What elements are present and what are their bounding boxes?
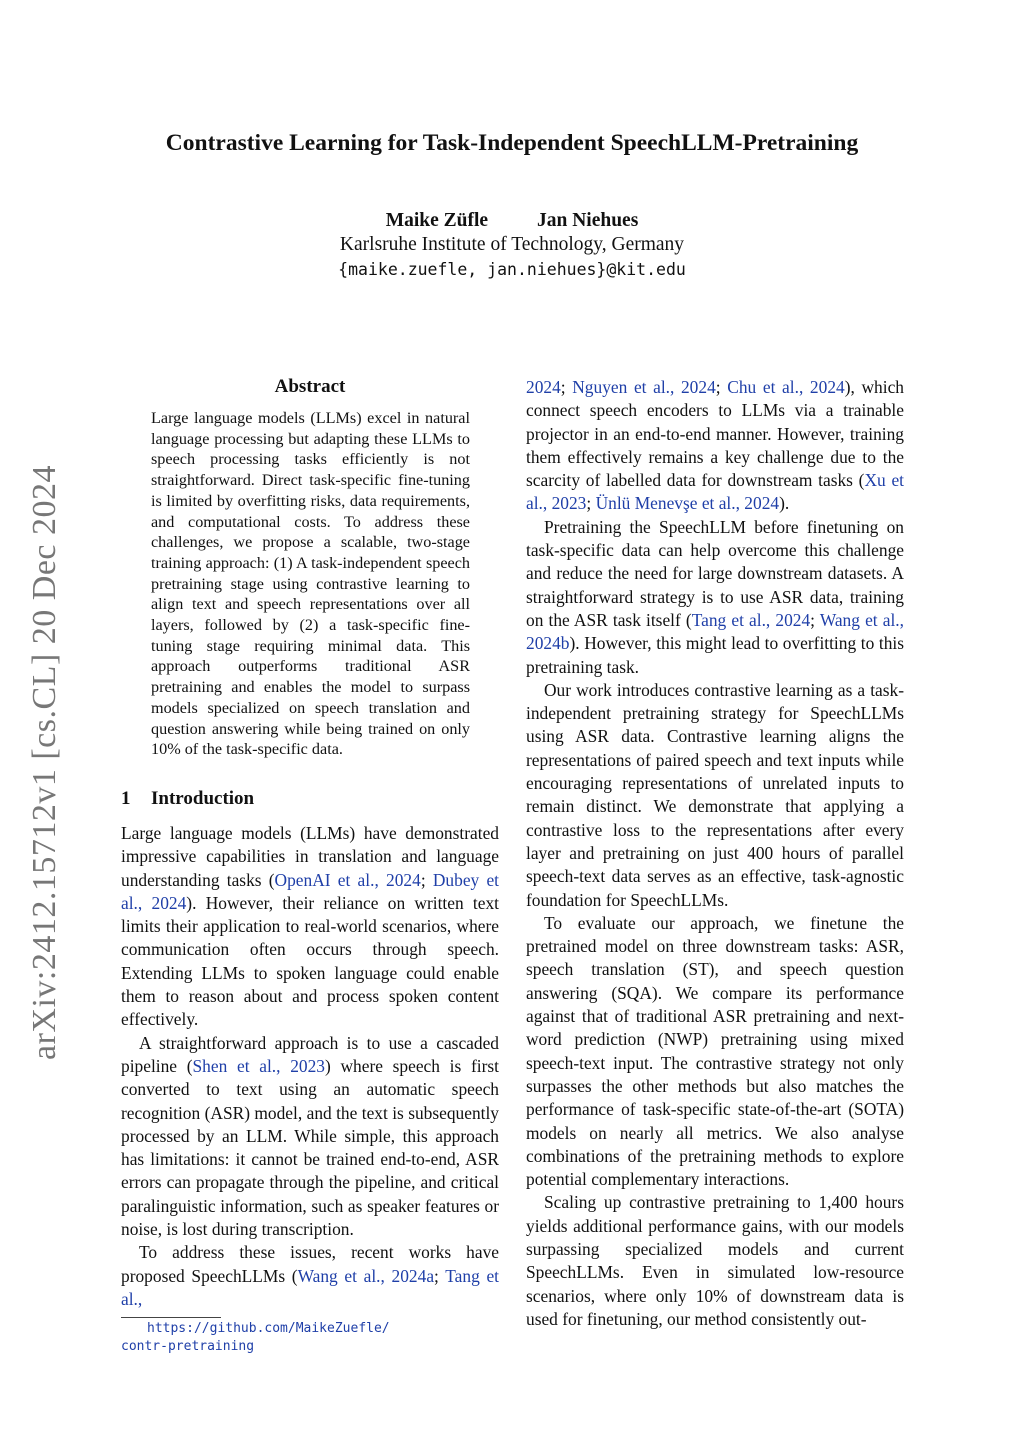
citation-link[interactable]: Wang et al., 2024a xyxy=(297,1265,435,1286)
citation-link[interactable]: Nguyen et al., 2024 xyxy=(572,377,716,397)
section-heading-introduction xyxy=(121,788,499,810)
author-names xyxy=(0,210,1024,232)
abstract-text: Large language models (LLMs) excel in natural language processing but adapting these LLMs to speech processing tasks efficiently is not straightforward. Direct task-specific fine-tuning is limited by overfitting risks, data requirements, and computational costs. To address these challenges, we propose a scalable, two-stage training approach: (1) A task-independent speech pretraining stage using contrastive learning to align text and speech representations over all layers, followed by (2) a task-specific fine-tuning stage requiring minimal data. This approach outperforms traditional ASR pretraining and enables the model to surpass models specialized on speech translation and question answering while being trained on only 10% of the task-specific data. xyxy=(151,409,470,759)
author-1: Maike Züfle xyxy=(385,210,489,231)
citation-link[interactable]: OpenAI et al., 2024 xyxy=(274,869,421,890)
arxiv-side-label: arXiv:2412.15712v1 [cs.CL] 20 Dec 2024 xyxy=(26,464,63,1060)
citation-link[interactable]: Chu et al., 2024 xyxy=(727,377,845,397)
intro-paragraph-6: To evaluate our approach, we finetune the pretrained model on three downstream tasks: ASR, speech translation (ST), and speech question answering (SQA). We compare its performance against that of traditional ASR pretraining and next-word prediction (NWP) pretraining using mixed speech-text input. The contrastive strategy not only surpasses the other methods but also matches the performance of task-specific state-of-the-art (SOTA) models on nearly all metrics. We also analyse combinations of the pretraining methods to explore potential complementary interactions. xyxy=(526,912,904,1190)
footnote-divider xyxy=(121,1317,221,1318)
citation-link[interactable]: Shen et al., 2023 xyxy=(192,1055,325,1076)
citation-link[interactable]: Tang et al., 2024 xyxy=(691,609,811,630)
intro-paragraph-3: To address these issues, recent works have proposed SpeechLLMs (Wang et al., 2024a; Tang et al., xyxy=(121,1242,499,1309)
section-title: Introduction xyxy=(151,787,255,809)
abstract-heading: Abstract xyxy=(274,376,346,397)
intro-paragraph-3-continued: 2024; Nguyen et al., 2024; Chu et al., 2024), which connect speech encoders to LLMs via a trainable projector in an end-to-end manner. However, training them effectively remains a key challenge due to the scarcity of labelled data for downstream tasks (Xu et al., 2023; Ünlü Menevşe et al., 2024). xyxy=(526,377,904,514)
author-emails: {maike.zuefle, jan.niehues}@kit.edu xyxy=(338,260,686,279)
footnote-url[interactable]: https://github.com/MaikeZuefle/ contr-pretraining xyxy=(121,1321,390,1355)
paper-title: Contrastive Learning for Task-Independent SpeechLLM-Pretraining xyxy=(165,130,859,156)
citation-link[interactable]: Xu et al., 2023 xyxy=(526,470,904,514)
affiliation: Karlsruhe Institute of Technology, Germany xyxy=(339,234,685,255)
intro-paragraph-2: A straightforward approach is to use a cascaded pipeline (Shen et al., 2023) where speech is first converted to text using an automatic speech recognition (ASR) model, and the text is subsequently processed by an LLM. While simple, this approach has limitations: it cannot be trained end-to-end, ASR errors can propagate through the pipeline, and critical paralinguistic information, such as speaker features or noise, is lost during transcription. xyxy=(121,1032,499,1239)
intro-paragraph-7: Scaling up contrastive pretraining to 1,400 hours yields additional performance gains, with our models surpassing specialized models and current SpeechLLMs. Even in simulated low-resource scenarios, where only 10% of downstream data is used for finetuning, our method consistently out- xyxy=(526,1192,904,1329)
intro-paragraph-1: Large language models (LLMs) have demonstrated impressive capabilities in translation and language understanding tasks (OpenAI et al., 2024; Dubey et al., 2024). However, their reliance on written text limits their application to real-world scenarios, where communication often occurs through speech. Extending LLMs to spoken language could enable them to reason about and process spoken content effectively. xyxy=(121,822,500,1030)
section-number: 1 xyxy=(121,787,131,809)
author-block xyxy=(0,210,1024,279)
citation-link[interactable]: Wang et al., 2024b xyxy=(526,609,904,654)
intro-paragraph-4: Pretraining the SpeechLLM before finetuning on task-specific data can help overcome this challenge and reduce the need for large downstream datasets. A straightforward strategy is to use ASR data, training on the ASR task itself (Tang et al., 2024; Wang et al., 2024b). However, this might lead to overfitting to this pretraining task. xyxy=(526,516,904,677)
right-column xyxy=(526,376,904,1331)
citation-link[interactable]: Ünlü Menevşe et al., 2024 xyxy=(595,493,780,514)
intro-paragraph-5: Our work introduces contrastive learning as a task-independent pretraining strategy for SpeechLLMs using ASR data. Contrastive learning aligns the representations of paired speech and text inputs while encouraging representations of unrelated inputs to remain distinct. We demonstrate that applying a contrastive loss to the representations after every layer and pretraining on just 400 hours of parallel speech-text data serves as an effective, task-agnostic foundation for SpeechLLMs. xyxy=(526,679,904,910)
citation-link[interactable]: Tang et al., xyxy=(121,1265,499,1309)
citation-link[interactable]: 2024 xyxy=(526,377,561,397)
left-column xyxy=(121,376,499,1356)
author-2: Jan Niehues xyxy=(536,210,639,231)
citation-link[interactable]: Dubey et al., 2024 xyxy=(121,869,500,913)
